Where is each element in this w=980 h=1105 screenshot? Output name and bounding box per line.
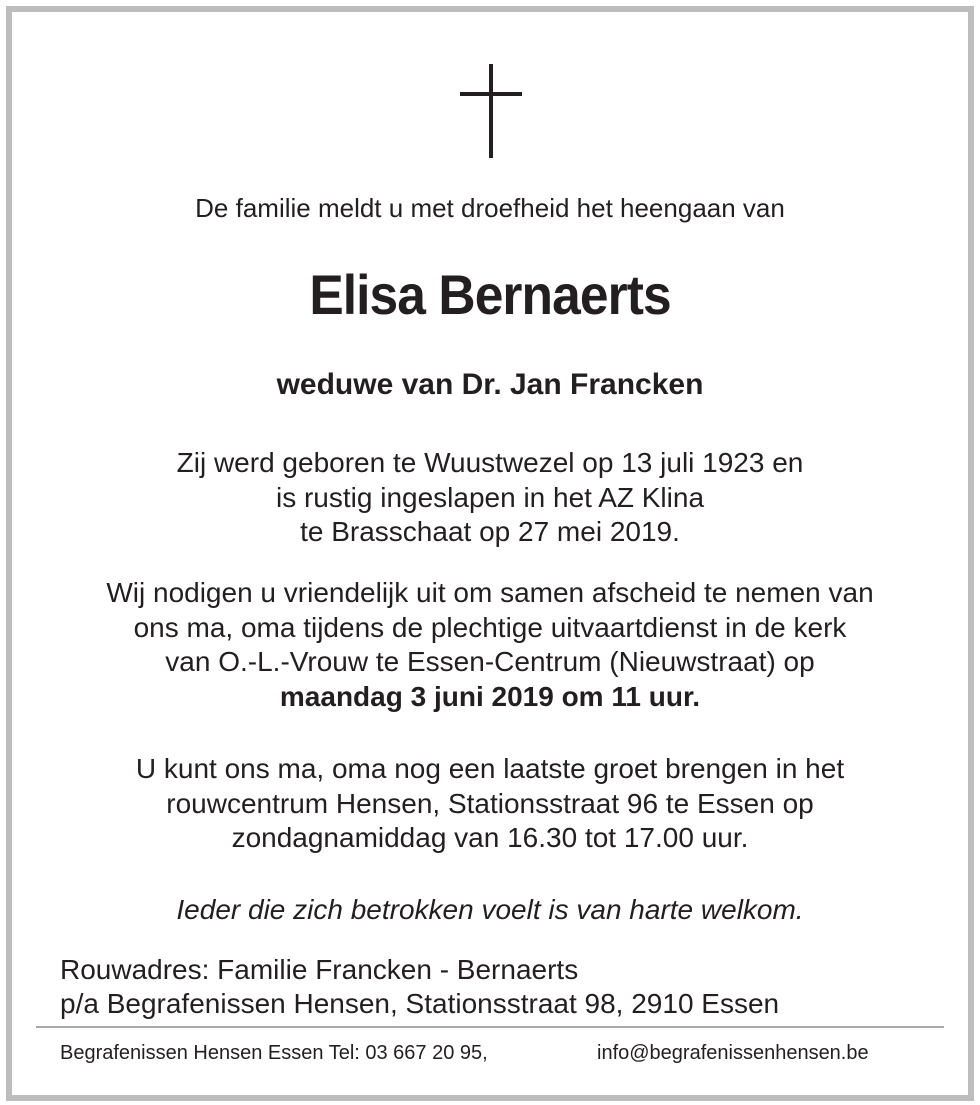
mourning-address-line-2: p/a Begrafenissen Hensen, Stationsstraat 98, 2910 Essen xyxy=(60,988,780,1019)
farewell-line-2: rouwcentrum Hensen, Stationsstraat 96 te Essen op xyxy=(166,788,814,819)
funeral-line-3: van O.-L.-Vrouw te Essen-Centrum (Nieuwstraat) op xyxy=(165,646,815,677)
spouse-line: weduwe van Dr. Jan Francken xyxy=(276,368,704,401)
mourning-address-line-1: Rouwadres: Familie Francken - Bernaerts xyxy=(60,954,579,985)
welcome-text: Ieder die zich betrokken voelt is van harte welkom. xyxy=(176,894,804,925)
funeral-line-2: ons ma, oma tijdens de plechtige uitvaartdienst in de kerk xyxy=(133,612,847,643)
deceased-name: Elisa Bernaerts xyxy=(309,263,671,326)
footer-divider xyxy=(36,1026,944,1028)
latin-cross-icon xyxy=(460,64,522,158)
footer-email[interactable]: info@begrafenissenhensen.be xyxy=(597,1042,869,1064)
farewell-line-3: zondagnamiddag van 16.30 tot 17.00 uur. xyxy=(231,822,749,853)
birth-death-line-1: Zij werd geboren te Wuustwezel op 13 juli 1923 en xyxy=(176,447,804,478)
funeral-line-1: Wij nodigen u vriendelijk uit om samen afscheid te nemen van xyxy=(106,577,874,608)
intro-text: De familie meldt u met droefheid het heengaan van xyxy=(195,193,785,223)
funeral-date: maandag 3 juni 2019 om 11 uur. xyxy=(279,681,701,712)
notice-frame xyxy=(6,6,974,1101)
birth-death-line-3: te Brasschaat op 27 mei 2019. xyxy=(300,516,680,547)
farewell-line-1: U kunt ons ma, oma nog een laatste groet brengen in het xyxy=(135,753,845,784)
birth-death-line-2: is rustig ingeslapen in het AZ Klina xyxy=(275,482,705,513)
footer-company-phone: Begrafenissen Hensen Essen Tel: 03 667 20 95, xyxy=(60,1042,488,1064)
